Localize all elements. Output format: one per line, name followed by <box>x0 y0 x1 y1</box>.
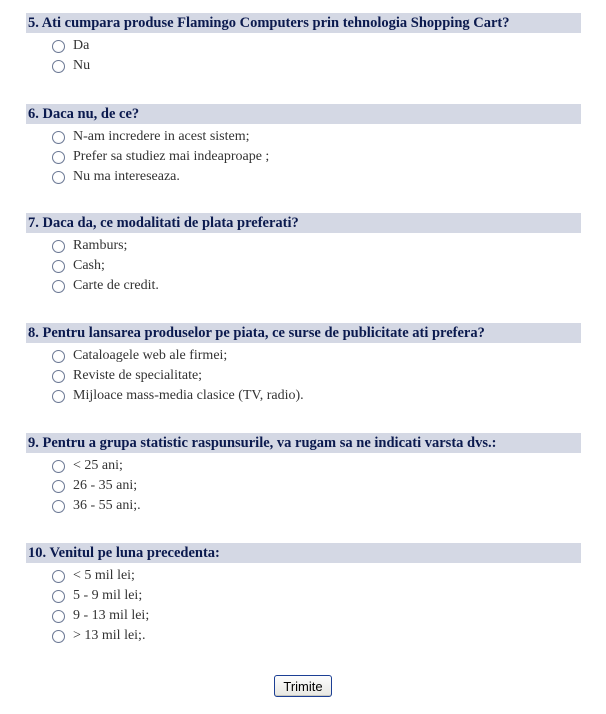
question-title: 7. Daca da, ce modalitati de plata preferati? <box>26 213 581 233</box>
option-label: 9 - 13 mil lei; <box>73 608 150 623</box>
option-no-trust[interactable] <box>26 127 581 147</box>
question-9 <box>26 433 581 516</box>
option-da[interactable] <box>26 36 581 56</box>
options-list <box>26 236 581 296</box>
option-label: Mijloace mass-media clasice (TV, radio). <box>73 388 304 403</box>
radio-button[interactable] <box>52 350 65 363</box>
question-10 <box>26 543 581 646</box>
radio-button[interactable] <box>52 151 65 164</box>
option-label: < 25 ani; <box>73 458 123 473</box>
option-label: Cash; <box>73 258 105 273</box>
radio-button[interactable] <box>52 370 65 383</box>
radio-button[interactable] <box>52 390 65 403</box>
radio-button[interactable] <box>52 240 65 253</box>
option-not-interested[interactable] <box>26 167 581 187</box>
question-7 <box>26 213 581 296</box>
option-label: > 13 mil lei;. <box>73 628 146 643</box>
question-5 <box>26 13 581 76</box>
option-study-closer[interactable] <box>26 147 581 167</box>
option-ramburs[interactable] <box>26 236 581 256</box>
option-label: 26 - 35 ani; <box>73 478 138 493</box>
options-list <box>26 346 581 406</box>
option-label: Ramburs; <box>73 238 128 253</box>
option-income-9-13[interactable] <box>26 606 581 626</box>
radio-button[interactable] <box>52 460 65 473</box>
submit-button[interactable]: Trimite <box>274 675 332 697</box>
option-label: Reviste de specialitate; <box>73 368 203 383</box>
option-mass-media[interactable] <box>26 386 581 406</box>
question-title: 5. Ati cumpara produse Flamingo Computers prin tehnologia Shopping Cart? <box>26 13 581 33</box>
option-label: < 5 mil lei; <box>73 568 135 583</box>
option-label: N-am incredere in acest sistem; <box>73 129 250 144</box>
radio-button[interactable] <box>52 630 65 643</box>
radio-button[interactable] <box>52 590 65 603</box>
radio-button[interactable] <box>52 60 65 73</box>
question-8 <box>26 323 581 406</box>
option-age-36-55[interactable] <box>26 496 581 516</box>
option-cash[interactable] <box>26 256 581 276</box>
radio-button[interactable] <box>52 40 65 53</box>
option-income-under-5[interactable] <box>26 566 581 586</box>
option-magazines[interactable] <box>26 366 581 386</box>
radio-button[interactable] <box>52 480 65 493</box>
option-label: Cataloagele web ale firmei; <box>73 348 228 363</box>
option-age-under-25[interactable] <box>26 456 581 476</box>
option-label: Nu <box>73 58 91 73</box>
option-income-over-13[interactable] <box>26 626 581 646</box>
radio-button[interactable] <box>52 260 65 273</box>
option-income-5-9[interactable] <box>26 586 581 606</box>
options-list <box>26 566 581 646</box>
question-title: 6. Daca nu, de ce? <box>26 104 581 124</box>
options-list <box>26 127 581 187</box>
option-label: Nu ma intereseaza. <box>73 169 180 184</box>
radio-button[interactable] <box>52 280 65 293</box>
options-list <box>26 456 581 516</box>
option-nu[interactable] <box>26 56 581 76</box>
option-age-26-35[interactable] <box>26 476 581 496</box>
option-label: Da <box>73 38 90 53</box>
option-web-catalogs[interactable] <box>26 346 581 366</box>
question-6 <box>26 104 581 187</box>
options-list <box>26 36 581 76</box>
radio-button[interactable] <box>52 171 65 184</box>
radio-button[interactable] <box>52 500 65 513</box>
radio-button[interactable] <box>52 131 65 144</box>
option-label: Prefer sa studiez mai indeaproape ; <box>73 149 270 164</box>
question-title: 8. Pentru lansarea produselor pe piata, ce surse de publicitate ati prefera? <box>26 323 581 343</box>
radio-button[interactable] <box>52 610 65 623</box>
question-title: 10. Venitul pe luna precedenta: <box>26 543 581 563</box>
option-label: 5 - 9 mil lei; <box>73 588 143 603</box>
question-title: 9. Pentru a grupa statistic raspunsurile, va rugam sa ne indicati varsta dvs.: <box>26 433 581 453</box>
option-label: 36 - 55 ani;. <box>73 498 141 513</box>
option-label: Carte de credit. <box>73 278 159 293</box>
radio-button[interactable] <box>52 570 65 583</box>
option-credit-card[interactable] <box>26 276 581 296</box>
